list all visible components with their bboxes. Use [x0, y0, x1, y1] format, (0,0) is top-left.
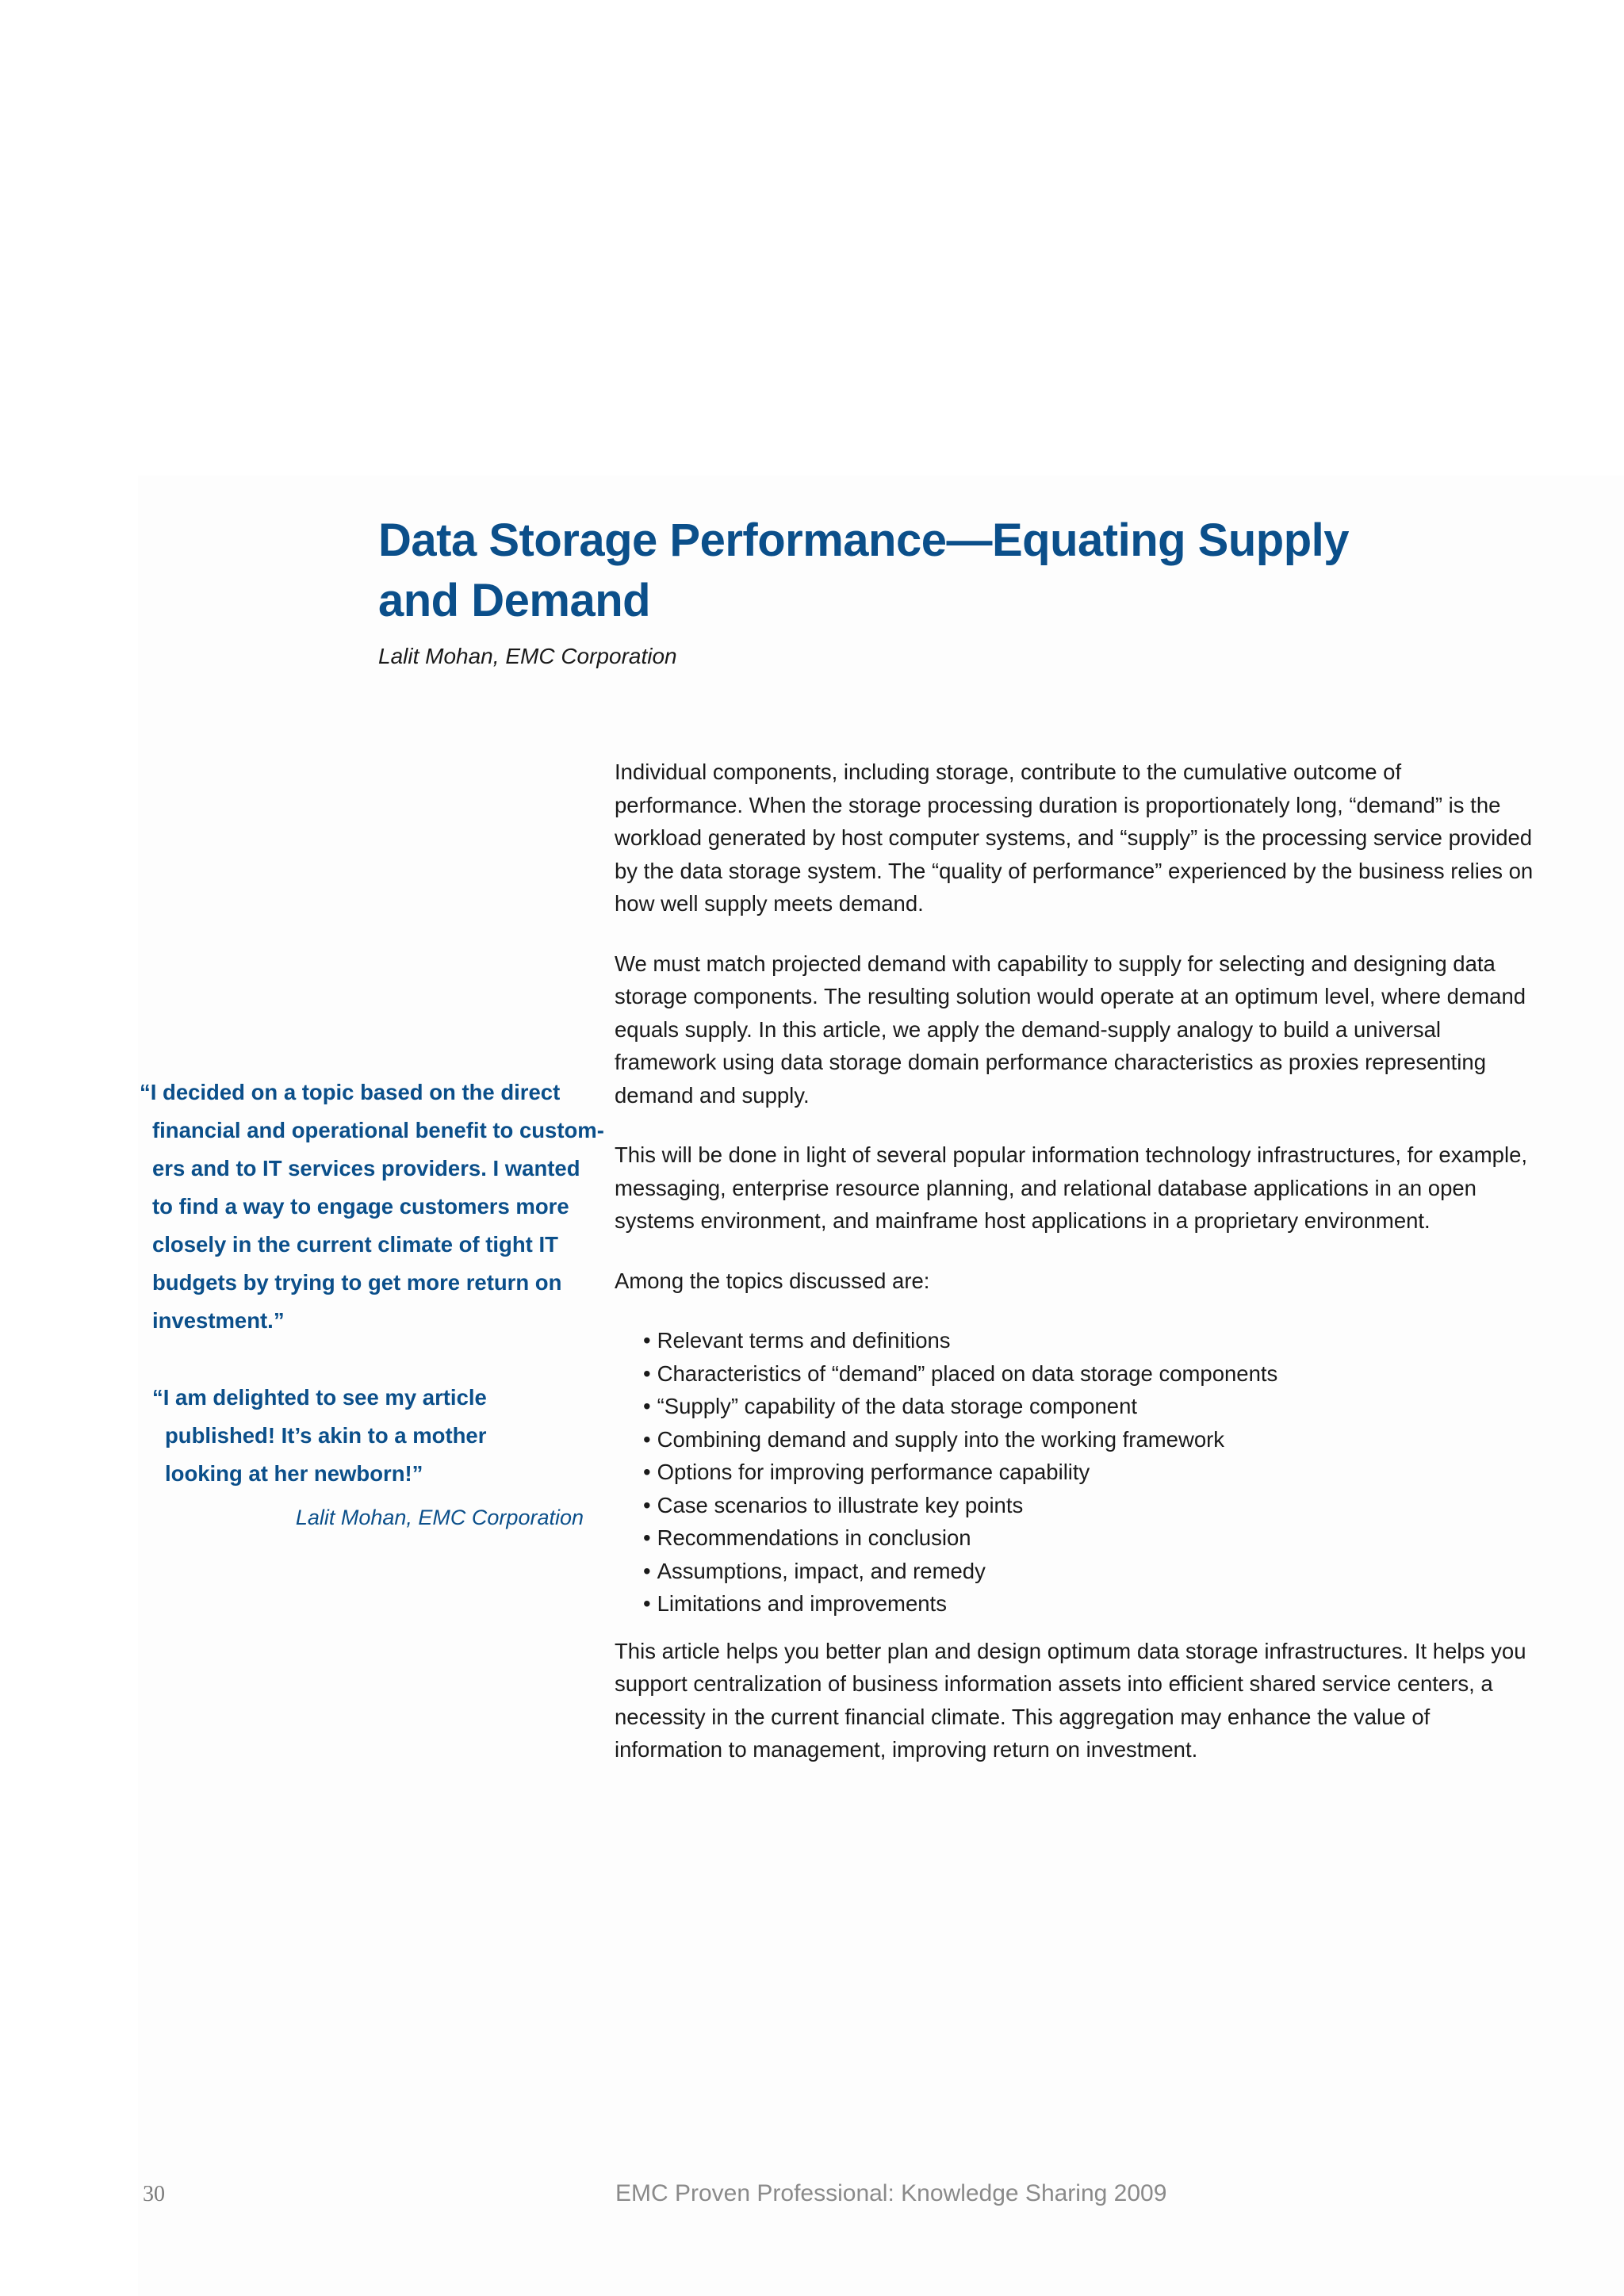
pull-quote-delight — [152, 1379, 517, 1493]
topic-text: Case scenarios to illustrate key points — [657, 1492, 1024, 1517]
body-paragraph: Individual components, including storage, contribute to the cumulative outcome of performance. When the storage processing duration is proportionately long, “demand” is the workload generated by host computer systems, and “supply” is the processing service provided by the data storage system. The “quality of performance” experienced by the business relies on how well supply meets demand. — [615, 760, 1534, 916]
bullet-icon: • — [643, 1558, 651, 1583]
article-byline: Lalit Mohan, EMC Corporation — [378, 644, 677, 668]
pull-quote-line: ers and to IT services providers. I wanted — [152, 1156, 580, 1181]
topic-text: Relevant terms and definitions — [657, 1328, 951, 1353]
topic-item — [643, 1390, 1534, 1423]
article-body — [615, 756, 1534, 1793]
topic-text: Assumptions, impact, and remedy — [657, 1558, 986, 1583]
pull-quote-line: to find a way to engage customers more — [152, 1194, 569, 1219]
topic-item — [643, 1489, 1534, 1522]
topic-text: Limitations and improvements — [657, 1591, 947, 1616]
article-title: Data Storage Performance—Equating Supply and Demand — [378, 515, 1350, 626]
pull-quote-attribution: Lalit Mohan, EMC Corporation — [295, 1506, 584, 1529]
topic-item — [643, 1357, 1534, 1391]
pull-quote-line: looking at her newborn!” — [165, 1461, 423, 1486]
topic-text: Characteristics of “demand” placed on data storage components — [657, 1360, 1278, 1386]
topic-item — [643, 1324, 1534, 1357]
bullet-icon: • — [643, 1394, 651, 1418]
body-paragraph: We must match projected demand with capability to supply for selecting and designing data storage components. The resulting solution would operate at an optimum level, where demand equals supply. In this article, we apply the demand-supply analogy to build a universal framework using data storage domain performance characteristics as proxies representing demand and supply. — [615, 951, 1526, 1108]
topic-item — [643, 1587, 1534, 1621]
bullet-icon: • — [643, 1360, 651, 1386]
pull-quote-topic — [140, 1073, 604, 1340]
topic-item — [643, 1555, 1534, 1588]
topic-item — [643, 1423, 1534, 1456]
bullet-icon: • — [643, 1460, 651, 1484]
bullet-icon: • — [643, 1525, 651, 1550]
topic-item — [643, 1456, 1534, 1489]
pull-quote-line: published! It’s akin to a mother — [165, 1423, 487, 1448]
pull-quote-line: investment.” — [152, 1308, 285, 1333]
topic-text: Combining demand and supply into the working framework — [657, 1426, 1225, 1452]
body-paragraph: This article helps you better plan and design optimum data storage infrastructures. It helps you support centralization of business information assets into efficient shared service centers, a necessity in the current financial climate. This aggregation may enhance the value of information to management, improving return on investment. — [615, 1638, 1526, 1762]
bullet-icon: • — [643, 1591, 651, 1616]
footer-publication: EMC Proven Professional: Knowledge Sharing 2009 — [615, 2180, 1167, 2206]
pull-quote-line: financial and operational benefit to custom- — [152, 1118, 604, 1142]
topics-list — [643, 1324, 1534, 1621]
pull-quote-line: closely in the current climate of tight IT — [152, 1232, 558, 1257]
topic-item — [643, 1521, 1534, 1555]
topics-intro: Among the topics discussed are: — [615, 1268, 930, 1293]
body-paragraph: This will be done in light of several popular information technology infrastructures, for example, messaging, enterprise resource planning, and relational database applications in an open systems environment, and mainframe host applications in a proprietary environment. — [615, 1142, 1527, 1233]
page-number: 30 — [143, 2182, 165, 2206]
topic-text: “Supply” capability of the data storage component — [657, 1394, 1138, 1418]
bullet-icon: • — [643, 1328, 651, 1353]
bullet-icon: • — [643, 1492, 651, 1517]
bullet-icon: • — [643, 1426, 651, 1452]
topic-text: Options for improving performance capability — [657, 1460, 1090, 1484]
topic-text: Recommendations in conclusion — [657, 1525, 971, 1550]
pull-quote-line: “I am delighted to see my article — [152, 1385, 487, 1410]
pull-quote-line: “I decided on a topic based on the direct — [140, 1080, 561, 1104]
pull-quote-line: budgets by trying to get more return on — [152, 1270, 562, 1295]
